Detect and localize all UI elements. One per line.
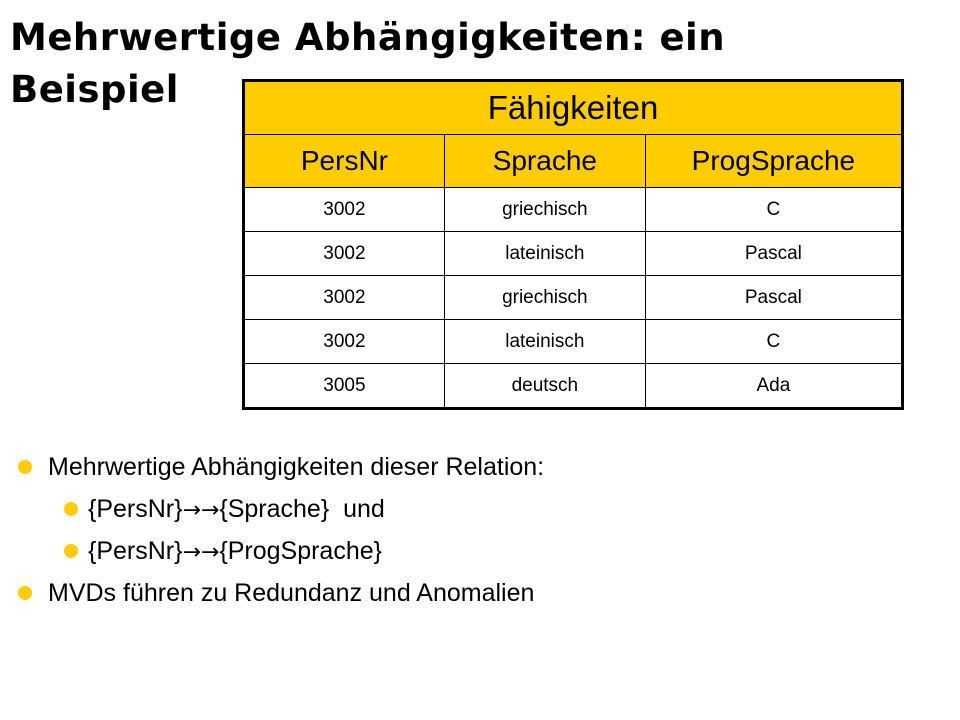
double-arrow-icon: →→ bbox=[182, 540, 220, 565]
mvd-lhs: {PersNr} bbox=[88, 495, 183, 523]
bullet-dot-icon bbox=[64, 502, 78, 516]
cell-persnr: 3002 bbox=[244, 320, 445, 364]
table-row bbox=[244, 188, 903, 232]
bullet-text: Mehrwertige Abhängigkeiten dieser Relation: bbox=[48, 453, 545, 481]
relation-table bbox=[242, 79, 904, 410]
table-row bbox=[244, 276, 903, 320]
bullet-item bbox=[16, 572, 544, 614]
table-row bbox=[244, 232, 903, 276]
cell-sprache: lateinisch bbox=[444, 232, 645, 276]
relation-name-row bbox=[244, 81, 903, 135]
sub-bullet-item bbox=[16, 530, 544, 572]
bullet-text: und bbox=[329, 495, 385, 523]
sub-bullet-item bbox=[16, 488, 544, 530]
cell-sprache: griechisch bbox=[444, 276, 645, 320]
cell-progsprache: C bbox=[645, 188, 902, 232]
relation-name: Fähigkeiten bbox=[244, 81, 903, 135]
bullet-dot-icon bbox=[64, 544, 78, 558]
mvd-rhs: {ProgSprache} bbox=[219, 537, 382, 565]
cell-progsprache: Pascal bbox=[645, 276, 902, 320]
column-header-progsprache: ProgSprache bbox=[645, 135, 902, 188]
cell-progsprache: Ada bbox=[645, 364, 902, 409]
cell-persnr: 3002 bbox=[244, 276, 445, 320]
bullet-list bbox=[16, 446, 544, 614]
table-row bbox=[244, 320, 903, 364]
mvd-rhs: {Sprache} bbox=[219, 495, 330, 523]
bullet-dot-icon bbox=[18, 460, 32, 474]
double-arrow-icon: →→ bbox=[182, 498, 220, 523]
table-row bbox=[244, 364, 903, 409]
cell-persnr: 3005 bbox=[244, 364, 445, 409]
cell-progsprache: C bbox=[645, 320, 902, 364]
mvd-lhs: {PersNr} bbox=[88, 537, 183, 565]
slide-title: Mehrwertige Abhängigkeiten: ein Beispiel bbox=[10, 16, 726, 111]
cell-sprache: deutsch bbox=[444, 364, 645, 409]
cell-sprache: griechisch bbox=[444, 188, 645, 232]
cell-progsprache: Pascal bbox=[645, 232, 902, 276]
bullet-text: MVDs führen zu Redundanz und Anomalien bbox=[48, 579, 535, 607]
column-header-persnr: PersNr bbox=[244, 135, 445, 188]
column-header-sprache: Sprache bbox=[444, 135, 645, 188]
bullet-item bbox=[16, 446, 544, 488]
cell-persnr: 3002 bbox=[244, 232, 445, 276]
bullet-dot-icon bbox=[18, 586, 32, 600]
cell-sprache: lateinisch bbox=[444, 320, 645, 364]
cell-persnr: 3002 bbox=[244, 188, 445, 232]
column-header-row bbox=[244, 135, 903, 188]
